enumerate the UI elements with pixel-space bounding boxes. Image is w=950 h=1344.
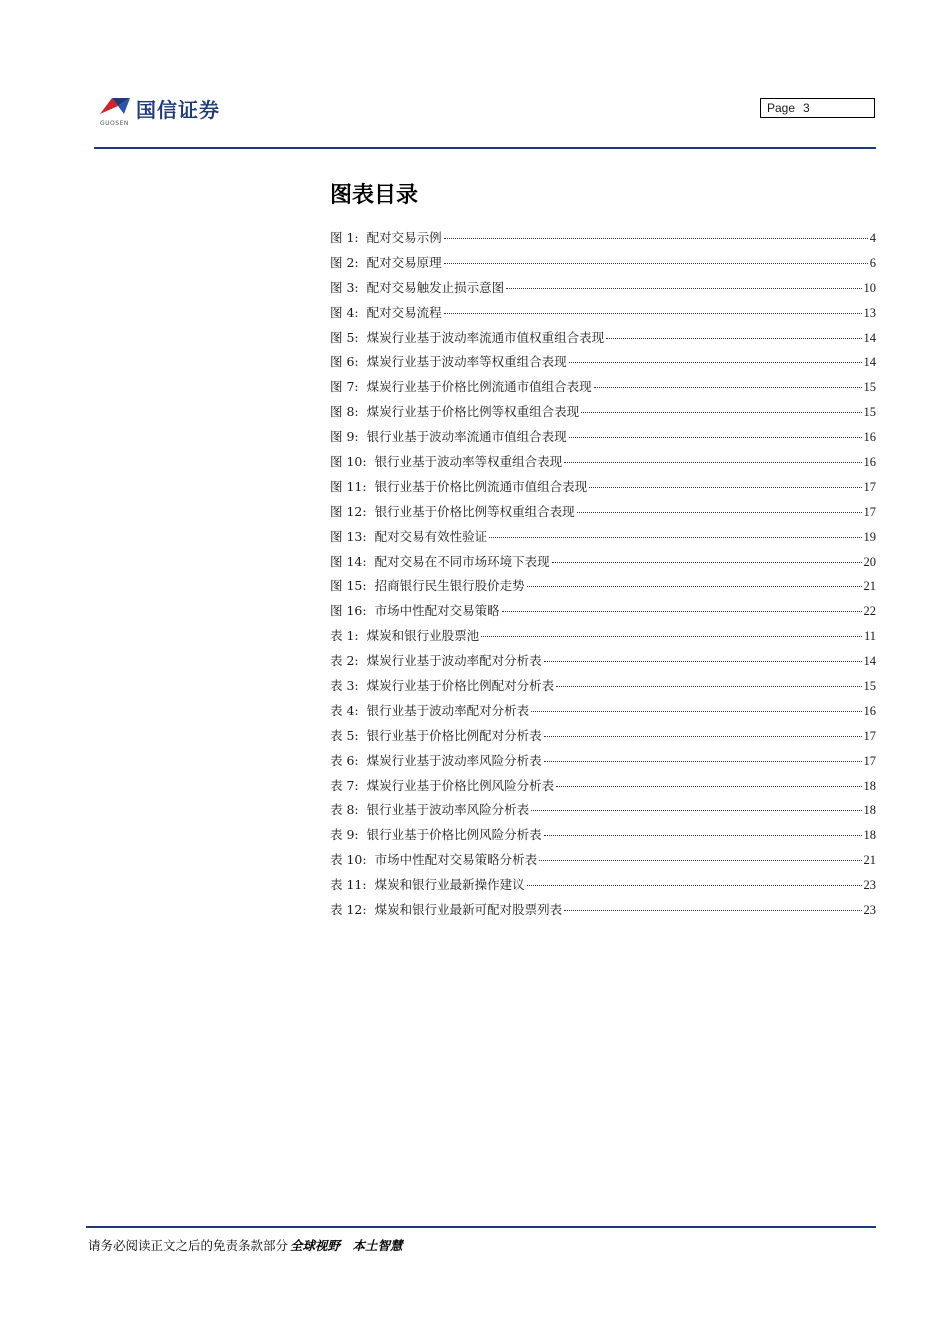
toc-entry-page: 10 — [863, 280, 876, 295]
toc-entry[interactable] — [330, 452, 876, 477]
footer-slogan: 全球视野 本土智慧 — [290, 1238, 403, 1253]
toc-entry-page: 17 — [863, 504, 876, 519]
toc-entry-title: 配对交易触发止损示意图 — [366, 279, 505, 295]
toc-leader-dots — [444, 263, 868, 264]
toc-leader-dots — [544, 661, 862, 662]
toc-leader-dots — [552, 562, 862, 563]
toc-entry-page: 15 — [863, 380, 876, 395]
toc-entry-title: 银行业基于价格比例风险分析表 — [366, 827, 542, 843]
toc-entry[interactable] — [330, 601, 876, 626]
toc-entry[interactable] — [330, 751, 876, 776]
toc-entry-label — [330, 253, 442, 271]
toc-entry-label — [330, 427, 567, 445]
toc-entry-title: 银行业基于波动率流通市值组合表现 — [366, 429, 567, 445]
toc-entry-label — [330, 701, 529, 719]
toc-leader-dots — [564, 462, 861, 463]
toc-entry[interactable] — [330, 850, 876, 875]
toc-leader-dots — [531, 810, 861, 811]
toc-entry[interactable] — [330, 800, 876, 825]
toc-entry-page: 22 — [863, 604, 876, 619]
toc-entry-number: 图 13: — [330, 528, 367, 544]
toc-leader-dots — [556, 786, 861, 787]
toc-entry-title: 银行业基于波动率等权重组合表现 — [374, 454, 563, 470]
toc-entry[interactable] — [330, 776, 876, 801]
toc-entry-title: 银行业基于价格比例配对分析表 — [366, 727, 542, 743]
toc-entry-page: 23 — [863, 903, 876, 918]
page-footer — [88, 1236, 403, 1254]
toc-entry-label — [330, 452, 562, 470]
company-logo — [98, 92, 248, 132]
toc-entry-title: 煤炭行业基于价格比例等权重组合表现 — [366, 404, 580, 420]
toc-entry-number: 表 12: — [330, 902, 367, 918]
toc-leader-dots — [606, 338, 861, 339]
toc-entry-page: 19 — [863, 529, 876, 544]
toc-entry[interactable] — [330, 377, 876, 402]
toc-entry-title: 煤炭行业基于价格比例流通市值组合表现 — [366, 379, 592, 395]
toc-entry-label — [330, 402, 579, 420]
toc-entry-title: 配对交易在不同市场环境下表现 — [374, 553, 550, 569]
toc-entry-number: 图 15: — [330, 578, 367, 594]
toc-entry-page: 4 — [869, 231, 876, 245]
toc-entry[interactable] — [330, 527, 876, 552]
toc-entry-label — [330, 800, 529, 818]
toc-entry-number: 表 10: — [330, 852, 367, 868]
toc-entry-page: 21 — [863, 853, 876, 868]
toc-entry-number: 图 9: — [330, 429, 359, 445]
toc-entry-number: 图 16: — [330, 603, 367, 619]
toc-entry-title: 市场中性配对交易策略分析表 — [374, 852, 538, 868]
toc-entry[interactable] — [330, 626, 876, 651]
toc-leader-dots — [502, 611, 862, 612]
toc-entry-number: 表 4: — [330, 702, 359, 718]
toc-entry-label — [330, 776, 554, 794]
page-indicator — [760, 98, 875, 118]
brand-sub: GUOSEN — [100, 120, 129, 127]
toc-leader-dots — [581, 412, 861, 413]
toc-entry-label — [330, 477, 587, 495]
toc-entry-title: 银行业基于价格比例流通市值组合表现 — [374, 478, 588, 494]
toc-entry-label — [330, 527, 487, 545]
toc-entry-number: 图 7: — [330, 379, 359, 395]
toc-leader-dots — [577, 512, 862, 513]
toc-entry-page: 14 — [863, 654, 876, 669]
toc-entry-number: 表 1: — [330, 628, 359, 644]
toc-leader-dots — [444, 238, 868, 239]
toc-entry-title: 煤炭和银行业最新可配对股票列表 — [374, 902, 563, 918]
toc-leader-dots — [506, 288, 861, 289]
toc-entry-label — [330, 576, 525, 594]
toc-entry-page: 18 — [863, 803, 876, 818]
toc-entry-number: 图 4: — [330, 304, 359, 320]
toc-entry[interactable] — [330, 328, 876, 353]
toc-leader-dots — [527, 586, 862, 587]
toc-leader-dots — [444, 313, 862, 314]
toc-entry-number: 图 3: — [330, 279, 359, 295]
toc-entry-label — [330, 552, 550, 570]
toc-entry-number: 表 5: — [330, 727, 359, 743]
toc-entry-page: 17 — [863, 753, 876, 768]
toc-leader-dots — [569, 362, 862, 363]
toc-leader-dots — [544, 761, 862, 762]
toc-entry-label — [330, 303, 442, 321]
toc-list — [330, 228, 876, 925]
toc-entry[interactable] — [330, 402, 876, 427]
toc-entry-number: 表 2: — [330, 653, 359, 669]
toc-entry-label — [330, 900, 562, 918]
toc-entry[interactable] — [330, 576, 876, 601]
toc-entry[interactable] — [330, 900, 876, 925]
toc-entry-page: 14 — [863, 355, 876, 370]
toc-entry-number: 图 6: — [330, 354, 359, 370]
toc-entry-number: 图 2: — [330, 254, 359, 270]
toc-entry-page: 16 — [863, 703, 876, 718]
toc-leader-dots — [527, 885, 862, 886]
toc-entry-number: 表 3: — [330, 678, 359, 694]
toc-entry-page: 17 — [863, 728, 876, 743]
toc-entry[interactable] — [330, 651, 876, 676]
toc-leader-dots — [569, 437, 862, 438]
toc-entry-page: 13 — [863, 305, 876, 320]
toc-entry-number: 表 11: — [330, 877, 367, 893]
toc-entry-number: 表 8: — [330, 802, 359, 818]
toc-entry-page: 18 — [863, 828, 876, 843]
toc-leader-dots — [594, 387, 862, 388]
toc-leader-dots — [481, 636, 862, 637]
toc-entry[interactable] — [330, 726, 876, 751]
toc-entry-label — [330, 875, 525, 893]
toc-entry[interactable] — [330, 253, 876, 278]
toc-entry[interactable] — [330, 303, 876, 328]
toc-entry[interactable] — [330, 701, 876, 726]
toc-entry-title: 煤炭和银行业最新操作建议 — [374, 877, 525, 893]
toc-leader-dots — [564, 910, 861, 911]
toc-leader-dots — [544, 736, 862, 737]
toc-entry[interactable] — [330, 427, 876, 452]
toc-entry-title: 煤炭行业基于波动率等权重组合表现 — [366, 354, 567, 370]
toc-entry[interactable] — [330, 278, 876, 303]
toc-entry-label — [330, 352, 567, 370]
toc-leader-dots — [531, 711, 861, 712]
toc-entry-page: 21 — [863, 579, 876, 594]
toc-leader-dots — [556, 686, 861, 687]
brand-name: 国信证券 — [136, 98, 220, 122]
toc-entry-page: 20 — [863, 554, 876, 569]
toc-entry[interactable] — [330, 552, 876, 577]
toc-entry-label — [330, 825, 542, 843]
toc-entry-title: 银行业基于波动率配对分析表 — [366, 702, 530, 718]
toc-entry-page: 17 — [863, 479, 876, 494]
toc-leader-dots — [589, 487, 861, 488]
toc-entry-page: 15 — [863, 405, 876, 420]
toc-entry-number: 表 9: — [330, 827, 359, 843]
toc-entry-number: 图 11: — [330, 478, 367, 494]
toc-entry-number: 图 12: — [330, 503, 367, 519]
toc-entry-page: 6 — [869, 255, 876, 270]
toc-entry-title: 招商银行民生银行股价走势 — [374, 578, 525, 594]
toc-entry-label — [330, 228, 442, 246]
toc-entry-label — [330, 626, 479, 644]
toc-entry[interactable] — [330, 502, 876, 527]
toc-entry[interactable] — [330, 825, 876, 850]
toc-entry[interactable] — [330, 228, 876, 253]
toc-entry-title: 银行业基于波动率风险分析表 — [366, 802, 530, 818]
toc-entry-page: 11 — [863, 629, 876, 644]
toc-entry-label — [330, 651, 542, 669]
toc-entry-title: 配对交易示例 — [366, 230, 442, 245]
toc-entry[interactable] — [330, 352, 876, 377]
toc-entry-title: 配对交易有效性验证 — [374, 528, 488, 544]
toc-entry-label — [330, 751, 542, 769]
toc-entry-label — [330, 377, 592, 395]
toc-entry-title: 配对交易流程 — [366, 304, 442, 320]
toc-entry-number: 图 8: — [330, 404, 359, 420]
toc-entry-number: 表 6: — [330, 752, 359, 768]
toc-leader-dots — [489, 537, 861, 538]
toc-entry-label — [330, 676, 554, 694]
toc-entry-number: 图 5: — [330, 329, 359, 345]
toc-entry-page: 15 — [863, 679, 876, 694]
page-header — [0, 0, 950, 160]
toc-entry-number: 图 10: — [330, 454, 367, 470]
toc-entry-label — [330, 278, 504, 296]
toc-entry-page: 18 — [863, 778, 876, 793]
toc-entry-label — [330, 726, 542, 744]
page-number: 3 — [803, 101, 810, 115]
toc-entry-label — [330, 328, 604, 346]
page-label: Page — [767, 101, 796, 115]
toc-title: 图表目录 — [330, 182, 419, 208]
figure-table-contents — [330, 180, 876, 925]
toc-entry[interactable] — [330, 477, 876, 502]
toc-entry-title: 银行业基于价格比例等权重组合表现 — [374, 503, 575, 519]
footer-divider — [86, 1226, 876, 1228]
logo-mark-icon — [98, 94, 132, 118]
toc-entry-page: 16 — [863, 455, 876, 470]
toc-entry-title: 煤炭行业基于波动率配对分析表 — [366, 653, 542, 669]
toc-entry[interactable] — [330, 875, 876, 900]
toc-entry[interactable] — [330, 676, 876, 701]
toc-entry-title: 煤炭行业基于波动率风险分析表 — [366, 752, 542, 768]
toc-leader-dots — [539, 860, 861, 861]
toc-leader-dots — [544, 835, 862, 836]
toc-entry-number: 表 7: — [330, 777, 359, 793]
toc-entry-number: 图 1: — [330, 230, 359, 245]
toc-entry-title: 配对交易原理 — [366, 254, 442, 270]
toc-entry-title: 煤炭和银行业股票池 — [366, 628, 480, 644]
header-divider — [94, 147, 876, 149]
toc-entry-title: 煤炭行业基于价格比例风险分析表 — [366, 777, 555, 793]
toc-entry-label — [330, 850, 537, 868]
toc-entry-label — [330, 601, 500, 619]
toc-entry-title: 市场中性配对交易策略 — [374, 603, 500, 619]
toc-entry-page: 23 — [863, 878, 876, 893]
toc-entry-page: 16 — [863, 430, 876, 445]
toc-entry-number: 图 14: — [330, 553, 367, 569]
toc-entry-label — [330, 502, 575, 520]
toc-entry-title: 煤炭行业基于价格比例配对分析表 — [366, 678, 555, 694]
toc-entry-page: 14 — [863, 330, 876, 345]
toc-entry-title: 煤炭行业基于波动率流通市值权重组合表现 — [366, 329, 605, 345]
footer-disclaimer: 请务必阅读正文之后的免责条款部分 — [88, 1238, 289, 1253]
